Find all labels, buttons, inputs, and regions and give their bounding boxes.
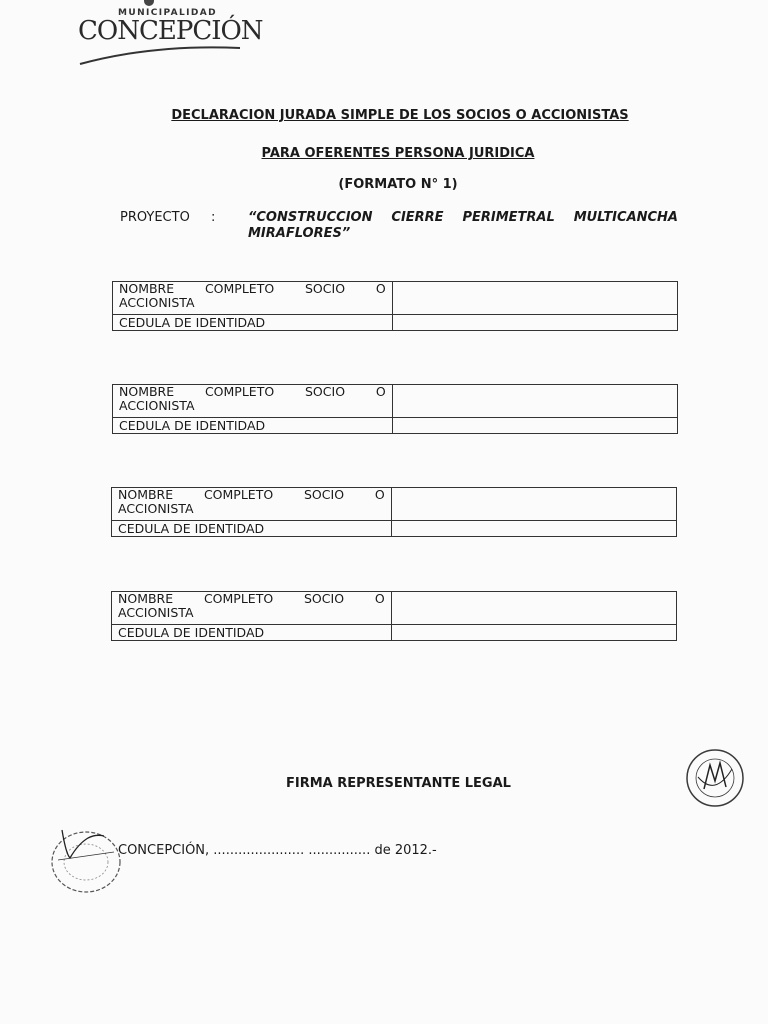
municipality-logo <box>74 0 263 70</box>
place-date-line: CONCEPCIÓN, ...................... ............... de 2012.- <box>118 843 437 858</box>
document-subtitle: PARA OFERENTES PERSONA JURIDICA <box>261 146 535 161</box>
partner-table-2 <box>112 384 678 434</box>
name-label: NOMBRE COMPLETO SOCIO O ACCIONISTA <box>113 385 393 418</box>
name-label: NOMBRE COMPLETO SOCIO O ACCIONISTA <box>112 488 392 521</box>
id-label: CEDULA DE IDENTIDAD <box>112 521 392 537</box>
id-field[interactable] <box>391 521 676 537</box>
project-label: PROYECTO <box>120 210 190 225</box>
document-title: DECLARACION JURADA SIMPLE DE LOS SOCIOS O ACCIONISTAS <box>171 108 629 123</box>
id-field[interactable] <box>392 315 677 331</box>
logo-swoosh-icon <box>74 40 244 70</box>
project-colon: : <box>211 210 216 225</box>
name-label: NOMBRE COMPLETO SOCIO O ACCIONISTA <box>112 592 392 625</box>
name-field[interactable] <box>391 488 676 521</box>
municipal-seal-icon <box>684 747 746 809</box>
logo-top-text: MUNICIPALIDAD <box>118 8 218 18</box>
partner-table-1 <box>112 281 678 331</box>
project-value: “CONSTRUCCION CIERRE PERIMETRAL MULTICANCHA MIRAFLORES” <box>248 210 678 241</box>
partner-table-3 <box>111 487 677 537</box>
logo-word: CONCEPCIÓN <box>78 16 263 46</box>
signature-label: FIRMA REPRESENTANTE LEGAL <box>286 776 511 791</box>
crest-icon <box>144 0 154 6</box>
name-label: NOMBRE COMPLETO SOCIO O ACCIONISTA <box>113 282 393 315</box>
id-label: CEDULA DE IDENTIDAD <box>112 625 392 641</box>
name-field[interactable] <box>392 282 677 315</box>
partner-table-4 <box>111 591 677 641</box>
id-field[interactable] <box>391 625 676 641</box>
id-field[interactable] <box>392 418 677 434</box>
id-label: CEDULA DE IDENTIDAD <box>113 418 393 434</box>
left-seal-icon <box>48 824 126 896</box>
document-format: (FORMATO N° 1) <box>338 177 458 192</box>
name-field[interactable] <box>392 385 677 418</box>
name-field[interactable] <box>391 592 676 625</box>
id-label: CEDULA DE IDENTIDAD <box>113 315 393 331</box>
